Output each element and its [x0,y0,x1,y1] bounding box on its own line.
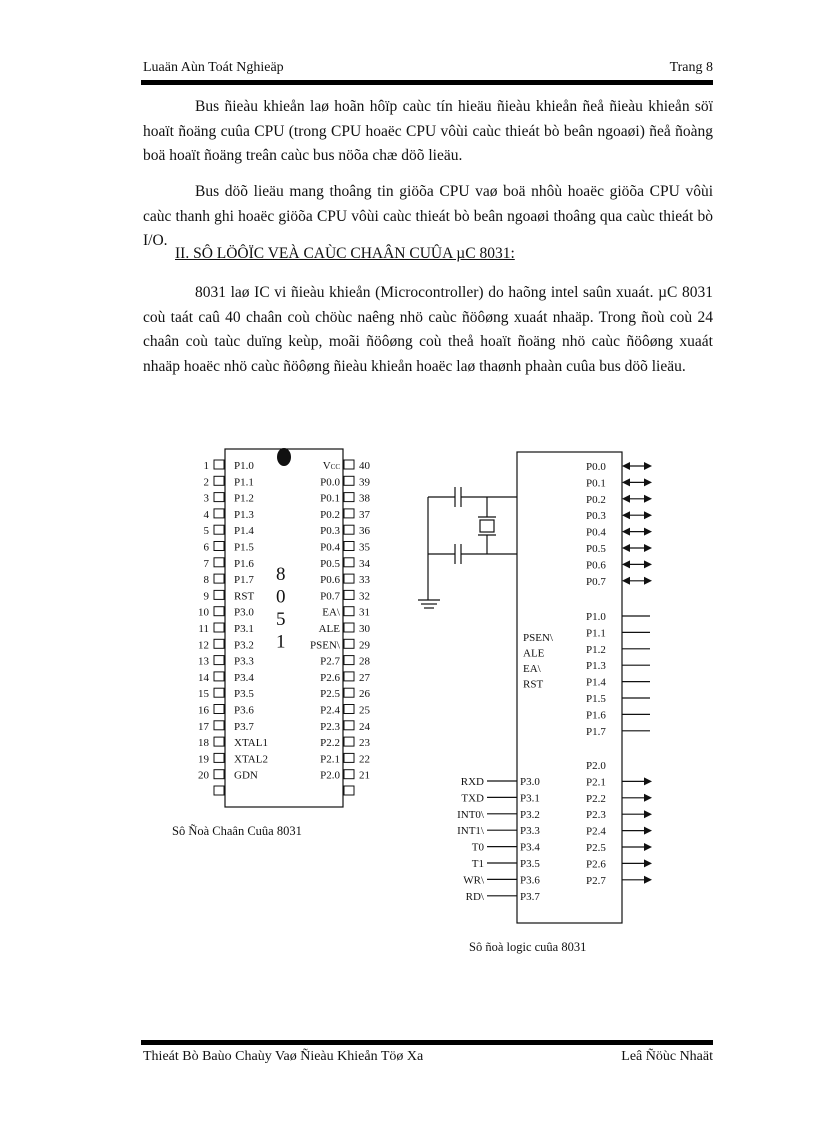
pin-label: P3.6 [234,704,254,717]
pin-stub-left [214,705,224,714]
pin-number: 34 [359,557,370,570]
arrow-right [644,577,652,585]
pin-number: 14 [198,671,209,684]
port-label: P2.1 [586,776,606,789]
pin-number: 22 [359,753,370,766]
port3-label: P3.2 [520,808,540,821]
port3-label: P3.0 [520,776,540,788]
logic-diagram [418,452,652,954]
arrow-right [644,511,652,519]
port3-label: P3.5 [520,858,540,870]
port-label: P1.4 [586,676,606,689]
pin-label: P1.1 [234,476,254,489]
arrow-left [622,495,630,503]
pin-number: 12 [198,639,209,652]
pin-stub-left [214,623,224,632]
pin-label: P3.5 [234,688,254,701]
pin-stub-right [344,590,354,599]
arrow-right [644,876,652,884]
pin-number: 7 [203,557,209,570]
pin-label: P3.7 [234,720,254,733]
pin-stub-right [344,737,354,746]
section-heading: II. SÔ LÖÔÏC VEÀ CAÙC CHAÂN CUÛA µC 8031: [175,245,515,262]
pin-number: 25 [359,704,370,717]
pin-stub-right [344,476,354,485]
pin-stub-right [344,688,354,697]
port-label: P1.7 [586,725,606,738]
pin-label: P1.3 [234,508,254,521]
pin-label: RST [234,590,255,603]
port3-function: WR\ [463,874,484,887]
pin-stub-right [344,493,354,502]
page-footer [143,1049,713,1069]
pin-stub-left [214,509,224,518]
pin-number: 29 [359,639,370,652]
pin-label: P2.6 [320,671,340,684]
chip-letter: 1 [276,631,286,653]
pin-stub-right [344,705,354,714]
port-label: P2.2 [586,792,606,805]
port3-function: INT1\ [457,825,484,838]
arrow-left [622,511,630,519]
port-label: P2.4 [586,825,606,838]
pin-number: 32 [359,590,370,603]
pin-number: 40 [359,460,370,472]
arrow-left [622,462,630,470]
pin-label: P0.4 [320,541,340,554]
pin-number: 36 [359,525,370,538]
pin-number: 26 [359,688,370,701]
page-number: Trang 8 [669,60,713,75]
pin-label: XTAL2 [234,753,268,766]
port-label: P0.2 [586,493,606,506]
port-label: P2.3 [586,809,606,822]
pin-stub-left [214,737,224,746]
pin-stub-right [344,786,354,795]
pin-stub-left [214,688,224,697]
pin-number: 17 [198,720,209,733]
port3-label: P3.6 [520,874,540,887]
pin-number: 28 [359,655,370,668]
pin-label: P1.2 [234,492,254,505]
chip-letter: 8 [276,564,286,585]
pin-label: P2.3 [320,720,340,733]
pin-number: 8 [203,574,209,587]
pin-number: 37 [359,508,370,521]
pin-number: 35 [359,541,370,554]
pin-label: P1.5 [234,541,254,554]
pin-stub-right [344,623,354,632]
pin-label: P3.4 [234,671,254,684]
pin-stub-right [344,509,354,518]
pin-number: 21 [359,769,370,782]
port-label: P1.0 [586,611,606,623]
port-label: P1.1 [586,627,606,640]
pin-label: P1.0 [234,460,254,472]
pin-label: P0.6 [320,574,340,587]
arrow-left [622,478,630,486]
pin-label: ALE [318,623,340,635]
pin-stub-left [214,590,224,599]
pin-number: 20 [198,769,209,782]
port3-function: T0 [471,841,484,854]
pin-label: P0.0 [320,476,340,489]
port-label: P0.5 [586,543,606,555]
paragraph-8031-intro: 8031 laø IC vi ñieàu khieån (Microcontroller) do haõng intel saûn xuaát. µC 8031 coù taát caû 40 chaân coù chöùc naêng nhö caùc ñöôøng xuaát nhaäp. Trong ñoù coù 24 chaân coù taùc duïng keùp, moãi ñöôøng coù theå hoaït ñoäng nhö caùc ñöôøng xuaát nhaäp hoaëc nhö caùc ñöôøng ñieàu khieån hoaëc laø thaønh phaàn cuûa bus döõ lieäu. [143,284,713,375]
pin-stub-left [214,639,224,648]
port3-label: P3.3 [520,825,540,838]
arrow-right [644,478,652,486]
port-label: P1.3 [586,660,606,673]
port-label: P0.4 [586,526,606,539]
pin-label: EA\ [322,606,340,619]
pin-number: 33 [359,574,370,587]
pin-label: VCC [322,460,340,472]
port3-function: RXD [460,776,484,788]
pin-label: P1.4 [234,525,254,538]
port3-function: TXD [461,792,484,805]
arrow-right [644,495,652,503]
pin-number: 38 [359,492,370,505]
pin-stub-left [214,460,224,469]
pin-label: P0.3 [320,525,340,538]
arrow-right [644,859,652,867]
pin-label: P3.1 [234,623,254,635]
pin-label: P0.2 [320,508,340,521]
chip-letter: 5 [276,609,286,630]
port3-label: P3.1 [520,792,540,805]
pin-number: 39 [359,476,370,489]
pin-number: 10 [198,606,209,619]
arrow-right [644,560,652,568]
footer-rule [141,1040,713,1045]
arrow-left [622,528,630,536]
pin-stub-right [344,460,354,469]
pin-label: P2.4 [320,704,340,717]
port-label: P0.7 [586,575,606,588]
pin-label: P1.6 [234,557,254,570]
chip-letter: 0 [276,586,286,608]
pin-stub-right [344,558,354,567]
pin-label: P2.2 [320,737,340,750]
pin-stub-right [344,672,354,681]
pin-label: P0.1 [320,492,340,505]
pin-number: 1 [203,460,209,472]
pin-label: P0.5 [320,557,340,570]
pin-number: 30 [359,623,370,635]
port-label: P1.5 [586,693,606,705]
pin-stub-left [214,476,224,485]
pin-number: 31 [359,606,370,619]
arrow-left [622,577,630,585]
control-label: RST [523,678,544,691]
pinout-caption: Sô Ñoà Chaân Cuûa 8031 [172,824,302,838]
arrow-right [644,777,652,785]
arrow-right [644,544,652,552]
port3-label: P3.4 [520,841,540,854]
pin-stub-left [214,721,224,730]
pin-stub-left [214,558,224,567]
pin-label: P3.2 [234,639,254,652]
pin-stub-right [344,770,354,779]
pin-stub-left [214,525,224,534]
pin-label: GDN [234,769,258,782]
pin-number: 27 [359,671,370,684]
pin-label: P2.5 [320,688,340,701]
pin-number: 18 [198,737,209,750]
footer-author: Leâ Ñöùc Nhaät [621,1049,713,1064]
paragraph-control-bus: Bus ñieàu khieån laø hoãn hôïp caùc tín hieäu ñieàu khieån ñeå ñieàu khieån söï hoaït ñoäng cuûa CPU (trong CPU hoaëc CPU vôùi caùc thieát bò beân ngoaøi) ñeå ñoàng boä hoaït ñoäng treân caùc bus nöõa chæ döõ lieäu. [143,98,713,164]
pin-number: 4 [203,508,209,521]
pin-number: 11 [198,623,209,635]
control-label: EA\ [523,663,541,675]
pin-number: 19 [198,753,209,766]
port-label: P2.0 [586,760,606,772]
port3-function: INT0\ [457,808,484,821]
pin-label: P2.1 [320,753,340,766]
port3-function: T1 [471,858,484,870]
pin-stub-left [214,574,224,583]
pin-label: P1.7 [234,574,254,587]
port3-label: P3.7 [520,890,540,903]
pinout-diagram [172,448,371,838]
pin-stub-right [344,542,354,551]
port-label: P0.0 [586,461,606,473]
pin-label: P3.0 [234,606,254,619]
arrow-right [644,810,652,818]
pin-number: 13 [198,655,209,668]
pin-stub-left [214,607,224,616]
pin-stub-right [344,574,354,583]
pin-label: XTAL1 [234,737,268,750]
pin1-notch [277,448,291,466]
pin-stub-right [344,525,354,534]
pin-stub-right [344,639,354,648]
port-label: P2.6 [586,858,606,871]
pin-stub-right [344,607,354,616]
pin-stub-right [344,721,354,730]
pin-stub-left [214,493,224,502]
pin-label: P2.0 [320,769,340,782]
pin-number: 6 [203,541,209,554]
control-label: PSEN\ [523,632,553,644]
pin-stub-left [214,672,224,681]
pin-label: P0.7 [320,590,340,603]
footer-title: Thieát Bò Baùo Chaùy Vaø Ñieàu Khieån Töø Xa [143,1049,424,1064]
pin-stub-right [344,753,354,762]
pin-number: 23 [359,737,370,750]
pin-stub-left [214,753,224,762]
pin-stub-left [214,786,224,795]
pin-number: 3 [203,492,209,505]
pin-number: 9 [203,590,209,603]
pin-label: PSEN\ [310,639,340,652]
pin-stub-left [214,542,224,551]
arrow-left [622,560,630,568]
control-label: ALE [523,647,545,660]
pin-number: 15 [198,688,209,701]
paragraph-data-bus: Bus döõ lieäu mang thoâng tin giöõa CPU vaø boä nhôù hoaëc giöõa CPU vôùi caùc thanh ghi hoaëc giöõa CPU vôùi caùc thieát bò beân ngoaøi thoâng qua caùc thieát bò I/O. [143,183,713,249]
port3-function: RD\ [465,890,484,903]
arrow-left [622,544,630,552]
pin-number: 16 [198,704,209,717]
arrow-right [644,462,652,470]
port-label: P0.3 [586,510,606,523]
header-title: Luaän Aùn Toát Nghieäp [143,60,284,75]
pin-stub-left [214,656,224,665]
arrow-right [644,843,652,851]
port-label: P0.1 [586,477,606,490]
pin-label: P3.3 [234,655,254,668]
pin-number: 5 [203,525,209,538]
port-label: P0.6 [586,559,606,572]
crystal-oscillator [418,487,517,608]
port-label: P1.2 [586,643,606,656]
arrow-right [644,528,652,536]
pin-number: 2 [203,476,209,489]
logic-caption: Sô ñoà logic cuûa 8031 [469,940,587,954]
pin-stub-right [344,656,354,665]
arrow-right [644,827,652,835]
pin-label: P2.7 [320,655,340,668]
port-label: P2.7 [586,874,606,887]
arrow-right [644,794,652,802]
port-label: P1.6 [586,709,606,722]
pin-number: 24 [359,720,370,733]
pin-stub-left [214,770,224,779]
port-label: P2.5 [586,842,606,854]
